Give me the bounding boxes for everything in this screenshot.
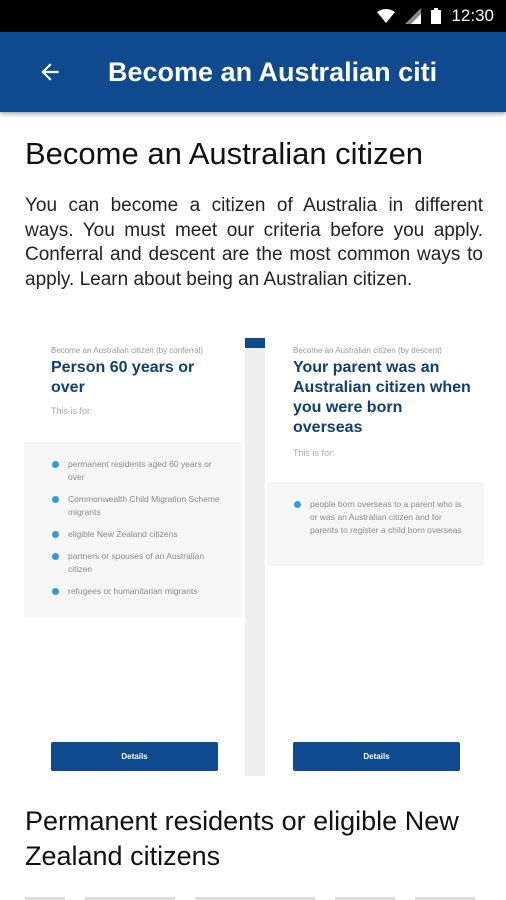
card-category-label: Become an Australian citizen (by conferral) — [51, 346, 204, 355]
this-is-for-label: This is for: — [51, 406, 93, 416]
list-item: permanent residents aged 60 years or over — [52, 458, 224, 484]
carousel-scroll-thumb[interactable] — [245, 338, 265, 348]
intro-text: You can become a citizen of Australia in different ways. You must meet our criteria before you apply. Conferral and descent are the most common ways to apply. Learn about being an Australian citizen. — [25, 195, 483, 290]
check-icon — [52, 531, 59, 538]
this-is-for-label: This is for: — [293, 448, 335, 458]
list-item: eligible New Zealand citizens — [52, 528, 224, 541]
card-conferral — [24, 338, 242, 776]
details-button[interactable]: Details — [293, 742, 460, 771]
card-descent — [266, 338, 484, 776]
criteria-list — [24, 442, 242, 617]
list-item: Commonwealth Child Migration Scheme migrants — [52, 493, 224, 519]
carousel-scroll-track[interactable] — [245, 338, 265, 776]
status-bar — [0, 0, 506, 32]
card-heading: Your parent was an Australian citizen when you were born overseas — [293, 359, 471, 436]
list-item: refugees or humanitarian migrants — [52, 585, 224, 598]
section-title: Permanent residents or eligible New Zealand citizens — [25, 806, 459, 871]
arrow-back-icon — [37, 59, 63, 85]
main-content[interactable] — [0, 112, 506, 900]
signal-icon — [405, 8, 421, 24]
details-button[interactable]: Details — [51, 742, 218, 771]
status-icons — [377, 0, 494, 32]
check-icon — [294, 501, 301, 508]
wifi-icon — [377, 9, 395, 23]
criteria-list — [266, 482, 484, 566]
app-bar-title: Become an Australian citi — [108, 56, 438, 87]
status-time: 12:30 — [451, 6, 494, 25]
check-icon — [52, 461, 59, 468]
app-bar — [0, 32, 506, 112]
check-icon — [52, 588, 59, 595]
page-title: Become an Australian citizen — [25, 136, 424, 171]
pathway-carousel[interactable] — [24, 338, 484, 776]
list-item: people born overseas to a parent who is or was an Australian citizen and for parents to register a child born overseas — [294, 498, 466, 537]
card-category-label: Become an Australian citizen (by descent) — [293, 346, 442, 355]
battery-icon — [431, 8, 441, 24]
list-item: partners or spouses of an Australian citizen — [52, 550, 224, 576]
check-icon — [52, 496, 59, 503]
back-button[interactable] — [20, 32, 80, 112]
check-icon — [52, 553, 59, 560]
truncated-paragraph — [25, 890, 485, 900]
card-heading: Person 60 years or over — [51, 359, 195, 396]
